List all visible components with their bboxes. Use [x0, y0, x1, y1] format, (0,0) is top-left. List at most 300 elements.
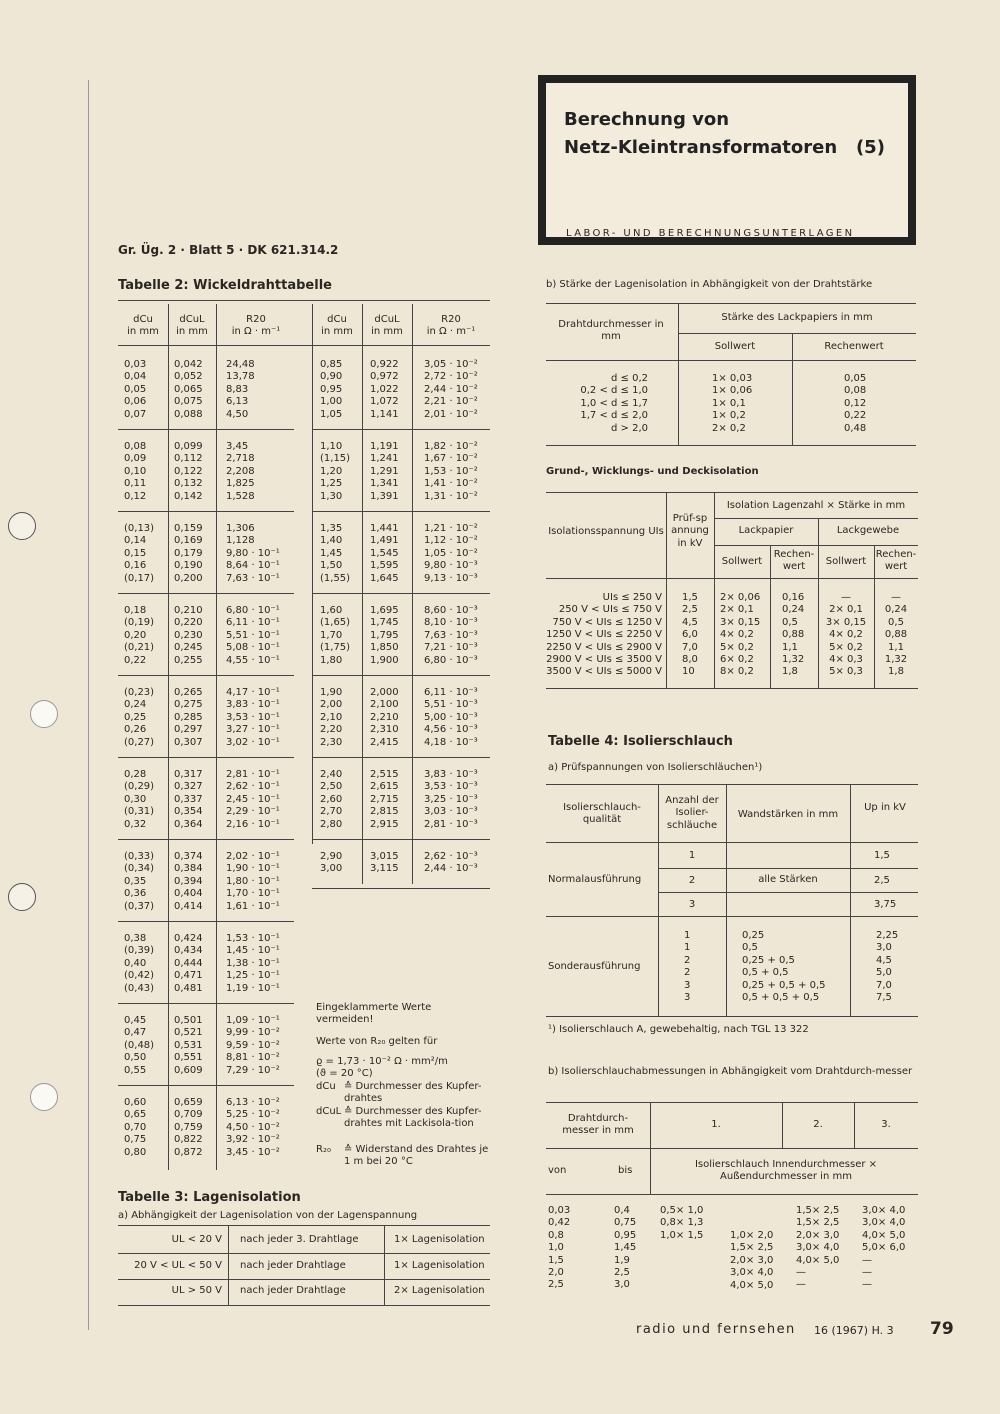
wire-dcul: 2,615 — [370, 781, 399, 793]
h-isp: Isolationsspannung UIs — [548, 526, 664, 537]
wire-dcu: 0,70 — [124, 1121, 147, 1133]
draht-von: 0,42 — [548, 1217, 571, 1229]
wire-dcul: 0,531 — [174, 1039, 203, 1051]
lackgewebe-soll: 2× 0,1 — [829, 604, 863, 616]
schlauch-size-2: 3,0× 4,0 — [796, 1242, 840, 1254]
lackpapier-rechen: 0,5 — [782, 616, 798, 628]
wire-dcul: 1,022 — [370, 383, 399, 395]
wire-dcul: 0,501 — [174, 1015, 203, 1026]
wire-r20: 6,13 · 10⁻² — [226, 1097, 280, 1108]
wire-dcul: 2,915 — [370, 818, 399, 830]
wire-r20: 1,67 · 10⁻² — [424, 453, 478, 465]
schlauch-size-1: 4,0× 5,0 — [730, 1279, 774, 1291]
lagen-voltage: 20 V < UL < 50 V — [134, 1259, 222, 1271]
draht-bis: 1,45 — [614, 1242, 637, 1254]
wire-r20: 5,51 · 10⁻¹ — [226, 629, 280, 641]
rule — [658, 892, 918, 893]
table3a-caption: a) Abhängigkeit der Lagenisolation von der Lagenspannung — [118, 1210, 418, 1221]
rule — [546, 445, 916, 446]
h-lackgewebe: Lackgewebe — [836, 525, 900, 536]
margin-rule — [88, 80, 89, 1330]
wire-r20: 4,50 — [226, 408, 249, 420]
isol-voltage: 250 V < UIs ≤ 750 V — [558, 604, 662, 616]
rule — [312, 429, 490, 430]
page-number: 79 — [930, 1319, 954, 1339]
lackgewebe-soll: 5× 0,2 — [829, 641, 863, 653]
wire-r20: 1,306 — [226, 523, 255, 534]
wire-dcu: 1,10 — [320, 441, 343, 452]
wire-dcu: (0,19) — [124, 617, 155, 629]
wire-r20: 3,03 · 10⁻³ — [424, 806, 478, 818]
wire-r20: 1,21 · 10⁻² — [424, 523, 478, 534]
schlauch-size-1: 1,0× 2,0 — [730, 1230, 774, 1241]
draht-von: 2,0 — [548, 1267, 564, 1278]
lagen-count: 1× Lagenisolation — [394, 1234, 485, 1245]
sonder-count: 3 — [684, 979, 691, 991]
wire-r20: 7,63 · 10⁻¹ — [226, 572, 280, 584]
pruef-voltage: 2,5 — [682, 604, 698, 616]
wire-dcul: 0,709 — [174, 1109, 203, 1121]
title-line1: Berechnung von — [564, 109, 730, 130]
wire-dcul: 0,220 — [174, 617, 203, 629]
normal-count: 2 — [688, 874, 696, 886]
h-anz: Anzahl der Isolier-schläuche — [665, 795, 719, 831]
wire-dcul: 0,112 — [174, 453, 203, 465]
wire-dcul: 0,179 — [174, 547, 203, 559]
h-rech2: Rechen-wert — [875, 549, 917, 573]
wire-r20: 2,16 · 10⁻¹ — [226, 818, 280, 830]
wire-dcul: 0,414 — [174, 900, 203, 912]
pruef-voltage: 7,0 — [682, 641, 698, 653]
wire-dcu: 0,47 — [124, 1027, 147, 1039]
title-box — [538, 75, 916, 245]
wire-dcu: 0,85 — [320, 359, 343, 370]
wire-r20: 3,92 · 10⁻² — [226, 1134, 280, 1146]
r20-key: R₂₀ — [316, 1144, 331, 1155]
wire-dcul: 1,241 — [370, 453, 399, 465]
wire-dcu: 2,00 — [320, 699, 343, 711]
wire-dcul: 0,230 — [174, 629, 203, 641]
rule — [118, 511, 294, 512]
wire-dcul: 2,310 — [370, 724, 399, 736]
hdr-dcul-right: dCuL in mm — [371, 314, 403, 338]
wire-r20: 2,208 — [226, 465, 255, 477]
b4-bis: bis — [618, 1165, 633, 1176]
rule — [312, 757, 490, 758]
wire-dcul: 0,317 — [174, 769, 203, 780]
wire-dcu: 0,95 — [320, 383, 343, 395]
wire-dcu: 0,10 — [124, 465, 147, 477]
wire-r20: 9,80 · 10⁻³ — [424, 560, 478, 572]
b4-h-draht: Drahtdurch-messer in mm — [562, 1113, 634, 1137]
rule — [546, 492, 918, 493]
r20-desc: ≙ Widerstand des Drahtes je 1 m bei 20 °C — [344, 1144, 489, 1168]
lackpapier-rechen: 0,88 — [782, 629, 805, 641]
wire-dcul: 0,042 — [174, 359, 203, 370]
wire-dcu: (0,39) — [124, 945, 155, 957]
rule — [546, 1102, 918, 1103]
wire-dcu: (0,13) — [124, 523, 155, 534]
wire-dcu: 0,03 — [124, 359, 147, 370]
lackpapier-soll: 6× 0,2 — [720, 654, 754, 665]
wire-r20: 3,83 · 10⁻¹ — [226, 699, 280, 711]
wire-dcul: 0,404 — [174, 888, 203, 900]
sonder-label: Sonderausführung — [548, 961, 641, 972]
wire-dcu: 1,25 — [320, 478, 343, 490]
wire-r20: 4,18 · 10⁻³ — [424, 736, 478, 748]
wire-r20: 9,59 · 10⁻² — [226, 1039, 280, 1051]
lackgewebe-rechen: 1,8 — [888, 666, 904, 678]
b4-sub: Isolierschlauch Innendurchmesser × Außendurchmesser in mm — [694, 1159, 878, 1183]
wire-r20: 6,11 · 10⁻¹ — [226, 617, 280, 629]
wire-dcu: 3,00 — [320, 863, 343, 875]
wire-dcu: 0,09 — [124, 453, 147, 465]
wire-dcul: 2,815 — [370, 806, 399, 818]
lagen-voltage: UL > 50 V — [171, 1285, 222, 1296]
wire-dcul: 0,052 — [174, 371, 203, 383]
hdr-dcu-left: dCu in mm — [127, 314, 159, 338]
wire-dcu: 2,10 — [320, 711, 343, 723]
rule — [118, 1305, 490, 1306]
lackpapier-rechen: 1,1 — [782, 641, 798, 653]
rechen-value: 0,22 — [844, 410, 867, 422]
wire-r20: 2,45 · 10⁻¹ — [226, 793, 280, 805]
rule — [312, 888, 490, 889]
schlauch-size-1: 3,0× 4,0 — [730, 1267, 774, 1279]
schlauch-size-3: — — [862, 1267, 872, 1278]
wire-dcu: 2,30 — [320, 736, 343, 748]
wire-r20: 1,53 · 10⁻² — [424, 465, 478, 477]
wire-dcul: 0,255 — [174, 654, 203, 666]
wire-dcul: 1,291 — [370, 465, 399, 477]
rule — [714, 545, 918, 546]
wire-dcu: 0,22 — [124, 654, 147, 666]
wire-dcu: 0,32 — [124, 818, 147, 830]
wire-dcu: 1,05 — [320, 408, 343, 420]
wire-r20: 5,08 · 10⁻¹ — [226, 642, 280, 654]
wire-r20: 5,25 · 10⁻² — [226, 1109, 280, 1121]
wire-dcul: 2,100 — [370, 699, 399, 711]
wire-dcu: 1,30 — [320, 490, 343, 502]
wire-dcu: (0,33) — [124, 851, 155, 862]
punch-hole — [30, 700, 58, 728]
dcul-desc: ≙ Durchmesser des Kupfer-drahtes mit Lackisola-tion — [344, 1106, 482, 1130]
h-wand: Wandstärken in mm — [737, 809, 839, 820]
wire-dcul: 1,795 — [370, 629, 399, 641]
wire-r20: 7,29 · 10⁻² — [226, 1064, 280, 1076]
wire-dcul: 0,169 — [174, 535, 203, 547]
wire-r20: 1,61 · 10⁻¹ — [226, 900, 280, 912]
rule — [118, 345, 490, 346]
lagen-position: nach jeder 3. Drahtlage — [240, 1234, 359, 1245]
schlauch-size-2: 2,0× 3,0 — [796, 1229, 840, 1241]
wire-r20: 1,82 · 10⁻² — [424, 441, 478, 452]
wire-r20: 1,19 · 10⁻¹ — [226, 982, 280, 994]
h-lage: Isolation Lagenzahl × Stärke in mm — [726, 500, 906, 511]
wire-r20: 4,17 · 10⁻¹ — [226, 687, 280, 698]
wire-r20: 6,11 · 10⁻³ — [424, 687, 478, 698]
wire-r20: 8,60 · 10⁻³ — [424, 605, 478, 616]
rule — [362, 304, 363, 884]
h-soll1: Sollwert — [721, 556, 763, 567]
sonder-wand: 0,25 — [742, 930, 765, 941]
wire-r20: 2,718 — [226, 453, 255, 465]
schlauch-size-2: 1,5× 2,5 — [796, 1217, 840, 1229]
punch-hole — [8, 512, 36, 540]
lackpapier-soll: 2× 0,06 — [720, 592, 761, 603]
wire-r20: 5,51 · 10⁻³ — [424, 699, 478, 711]
pruef-voltage: 6,0 — [682, 629, 698, 641]
lackpapier-soll: 3× 0,15 — [720, 616, 761, 628]
wire-r20: 1,825 — [226, 478, 255, 490]
wire-dcul: 0,285 — [174, 711, 203, 723]
wire-dcu: 1,60 — [320, 605, 343, 616]
wire-dcu: (0,21) — [124, 642, 155, 654]
wire-dcul: 0,337 — [174, 793, 203, 805]
wire-dcu: 0,11 — [124, 478, 147, 490]
sonder-count: 1 — [684, 942, 691, 954]
schlauch-size-1: 2,0× 3,0 — [730, 1254, 774, 1266]
wire-r20: 3,45 — [226, 441, 249, 452]
wire-r20: 2,62 · 10⁻³ — [424, 851, 478, 862]
schlauch-size-1: 1,0× 1,5 — [660, 1229, 704, 1241]
wire-dcul: 0,922 — [370, 359, 399, 370]
wire-dcu: 0,24 — [124, 699, 147, 711]
wire-dcul: 0,471 — [174, 970, 203, 982]
wire-r20: 3,27 · 10⁻¹ — [226, 724, 280, 736]
wire-r20: 3,45 · 10⁻² — [226, 1146, 280, 1158]
theta-note: (ϑ = 20 °C) — [316, 1068, 373, 1079]
lackpapier-soll: 2× 0,1 — [720, 604, 754, 616]
draht-bis: 0,4 — [614, 1205, 630, 1216]
soll-value: 1× 0,06 — [712, 385, 753, 397]
wire-dcu: 2,70 — [320, 806, 343, 818]
wire-r20: 4,55 · 10⁻¹ — [226, 654, 280, 666]
lackgewebe-soll: — — [841, 592, 851, 603]
rule — [118, 300, 490, 301]
schlauch-size-2: — — [796, 1267, 806, 1278]
sonder-up: 5,0 — [876, 967, 892, 979]
lackpapier-soll: 5× 0,2 — [720, 641, 754, 653]
schlauch-size-3: 3,0× 4,0 — [862, 1217, 906, 1229]
wire-dcul: 1,545 — [370, 547, 399, 559]
lackgewebe-rechen: 0,5 — [888, 616, 904, 628]
wire-dcul: 0,659 — [174, 1097, 203, 1108]
wire-r20: 1,80 · 10⁻¹ — [226, 875, 280, 887]
wire-dcu: 0,04 — [124, 371, 147, 383]
rechen-value: 0,08 — [844, 385, 867, 397]
wire-r20: 8,64 · 10⁻¹ — [226, 560, 280, 572]
wire-dcu: 0,30 — [124, 793, 147, 805]
sonder-count: 2 — [684, 967, 691, 979]
draht-range: d ≤ 0,2 — [611, 373, 648, 384]
wire-dcu: 1,70 — [320, 629, 343, 641]
rule — [118, 1003, 294, 1004]
wire-dcul: 1,850 — [370, 642, 399, 654]
wire-dcu: 0,36 — [124, 888, 147, 900]
wire-r20: 3,53 · 10⁻¹ — [226, 711, 280, 723]
wire-dcul: 1,745 — [370, 617, 399, 629]
wire-dcu: (1,55) — [320, 572, 351, 584]
wire-dcul: 1,900 — [370, 654, 399, 666]
rule — [118, 839, 294, 840]
sonder-up: 2,25 — [876, 930, 899, 941]
schlauch-size-3: 4,0× 5,0 — [862, 1229, 906, 1241]
wire-dcul: 0,297 — [174, 724, 203, 736]
wire-dcul: 0,265 — [174, 687, 203, 698]
lackpapier-rechen: 1,32 — [782, 654, 805, 665]
wire-r20: 1,45 · 10⁻¹ — [226, 945, 280, 957]
wire-r20: 1,12 · 10⁻² — [424, 535, 478, 547]
draht-range: 1,7 < d ≤ 2,0 — [580, 410, 648, 422]
sonder-up: 7,5 — [876, 992, 892, 1003]
dcu-desc: ≙ Durchmesser des Kupfer-drahtes — [344, 1081, 482, 1105]
lackgewebe-rechen: 1,32 — [884, 654, 908, 665]
normal-count: 1 — [688, 850, 696, 861]
wire-dcu: (0,43) — [124, 982, 155, 994]
wire-dcul: 0,088 — [174, 408, 203, 420]
wire-dcu: 1,40 — [320, 535, 343, 547]
wire-dcu: (0,42) — [124, 970, 155, 982]
schlauch-size-3: — — [862, 1254, 872, 1266]
rule — [666, 492, 667, 688]
table2-title: Tabelle 2: Wickeldrahttabelle — [118, 278, 332, 293]
wire-dcu: (0,34) — [124, 863, 155, 875]
table4-title: Tabelle 4: Isolierschlauch — [548, 734, 733, 749]
lagen-position: nach jeder Drahtlage — [240, 1259, 346, 1271]
rule — [546, 360, 916, 361]
bracket-note: Eingeklammerte Werte vermeiden! — [316, 1002, 432, 1026]
normal-label: Normalausführung — [548, 874, 642, 885]
h-up: Up in kV — [864, 802, 906, 813]
rule — [546, 784, 918, 785]
wire-dcu: 0,12 — [124, 490, 147, 502]
wire-dcu: 1,20 — [320, 465, 343, 477]
wire-dcu: 0,50 — [124, 1052, 147, 1064]
wire-r20: 3,02 · 10⁻¹ — [226, 736, 280, 748]
b4-h2: 2. — [813, 1119, 823, 1130]
wire-dcul: 0,609 — [174, 1064, 203, 1076]
rule — [118, 757, 294, 758]
draht-bis: 2,5 — [614, 1267, 630, 1278]
schlauch-size-2: — — [796, 1279, 806, 1291]
schlauch-size-1: 1,5× 2,5 — [730, 1242, 774, 1254]
rule — [714, 518, 918, 519]
wire-dcul: 0,245 — [174, 642, 203, 654]
schlauch-size-3: 3,0× 4,0 — [862, 1205, 906, 1216]
wire-dcul: 0,364 — [174, 818, 203, 830]
wire-dcu: 0,07 — [124, 408, 147, 420]
wire-dcu: 0,16 — [124, 560, 147, 572]
sonder-up: 4,5 — [876, 954, 892, 966]
wire-r20: 6,80 · 10⁻³ — [424, 654, 478, 666]
wire-dcu: (0,48) — [124, 1039, 155, 1051]
rule — [714, 492, 715, 688]
h-rech1: Rechen-wert — [773, 549, 815, 573]
lackgewebe-rechen: 0,88 — [884, 629, 908, 641]
lackgewebe-soll: 3× 0,15 — [825, 616, 867, 628]
lackpapier-soll: 8× 0,2 — [720, 666, 754, 678]
pruef-voltage: 1,5 — [682, 592, 698, 603]
wire-dcu: 0,08 — [124, 441, 147, 452]
rule — [546, 916, 918, 917]
wire-dcu: (0,23) — [124, 687, 155, 698]
table3-title: Tabelle 3: Lagenisolation — [118, 1190, 301, 1205]
wire-dcul: 1,141 — [370, 408, 399, 420]
draht-bis: 0,75 — [614, 1217, 637, 1229]
wire-dcu: 0,55 — [124, 1064, 147, 1076]
wire-dcu: 0,26 — [124, 724, 147, 736]
sonder-wand: 0,5 — [742, 942, 758, 954]
draht-range: 1,0 < d ≤ 1,7 — [580, 397, 648, 409]
wire-dcu: 0,40 — [124, 957, 147, 969]
wire-r20: 2,29 · 10⁻¹ — [226, 806, 280, 818]
wire-dcul: 1,441 — [370, 523, 399, 534]
schlauch-size-3: 5,0× 6,0 — [862, 1242, 906, 1254]
wire-dcu: 0,75 — [124, 1134, 147, 1146]
soll-value: 1× 0,1 — [712, 397, 746, 409]
rule — [546, 1194, 918, 1195]
lagen-position: nach jeder Drahtlage — [240, 1285, 346, 1296]
wire-dcu: 2,20 — [320, 724, 343, 736]
wire-dcul: 1,595 — [370, 560, 399, 572]
wire-dcu: (0,31) — [124, 806, 155, 818]
wire-dcul: 1,491 — [370, 535, 399, 547]
pruef-voltage: 8,0 — [682, 654, 698, 665]
schlauch-size-1: 0,8× 1,3 — [660, 1217, 704, 1229]
rule — [850, 784, 851, 1016]
wire-r20: 2,21 · 10⁻² — [424, 396, 478, 408]
wire-r20: 9,13 · 10⁻³ — [424, 572, 478, 584]
wire-r20: 1,41 · 10⁻² — [424, 478, 478, 490]
wire-dcul: 0,551 — [174, 1052, 203, 1064]
journal-name: radio und fernsehen — [636, 1322, 796, 1337]
wire-dcul: 0,327 — [174, 781, 203, 793]
draht-bis: 0,95 — [614, 1229, 637, 1241]
normal-up: 2,5 — [874, 874, 890, 886]
normal-count: 3 — [688, 899, 696, 910]
wire-dcu: 0,06 — [124, 396, 147, 408]
rule — [168, 304, 169, 1170]
normal-wand: alle Stärken — [758, 874, 818, 885]
table3b-caption: b) Stärke der Lagenisolation in Abhängigkeit von der Drahtstärke — [546, 279, 873, 290]
rule — [312, 304, 313, 844]
wire-r20: 2,81 · 10⁻³ — [424, 818, 478, 830]
rho-note: ϱ = 1,73 · 10⁻² Ω · mm²/m — [316, 1056, 448, 1067]
wire-dcu: (1,65) — [320, 617, 351, 629]
lagen-voltage: UL < 20 V — [171, 1234, 222, 1245]
wire-r20: 9,99 · 10⁻² — [226, 1027, 280, 1039]
wire-r20: 1,31 · 10⁻² — [424, 490, 478, 502]
rule — [546, 688, 918, 689]
wire-dcul: 0,354 — [174, 806, 203, 818]
hdr-r20-left: R20 in Ω · m⁻¹ — [231, 314, 281, 338]
wire-dcu: 2,50 — [320, 781, 343, 793]
rule — [546, 1148, 918, 1149]
isol-voltage: 1250 V < UIs ≤ 2250 V — [546, 629, 662, 641]
rule — [312, 593, 490, 594]
wire-dcu: 0,65 — [124, 1109, 147, 1121]
wire-dcul: 1,191 — [370, 441, 399, 452]
footnote: ¹) Isolierschlauch A, gewebehaltig, nach TGL 13 322 — [548, 1024, 809, 1035]
rule — [312, 675, 490, 676]
wire-dcul: 0,159 — [174, 523, 203, 534]
b-h-staerke: Stärke des Lackpapiers in mm — [721, 312, 873, 323]
lagen-count: 1× Lagenisolation — [394, 1259, 485, 1271]
wire-dcul: 0,200 — [174, 572, 203, 584]
wire-r20: 8,81 · 10⁻² — [226, 1052, 280, 1064]
wire-dcu: 0,25 — [124, 711, 147, 723]
